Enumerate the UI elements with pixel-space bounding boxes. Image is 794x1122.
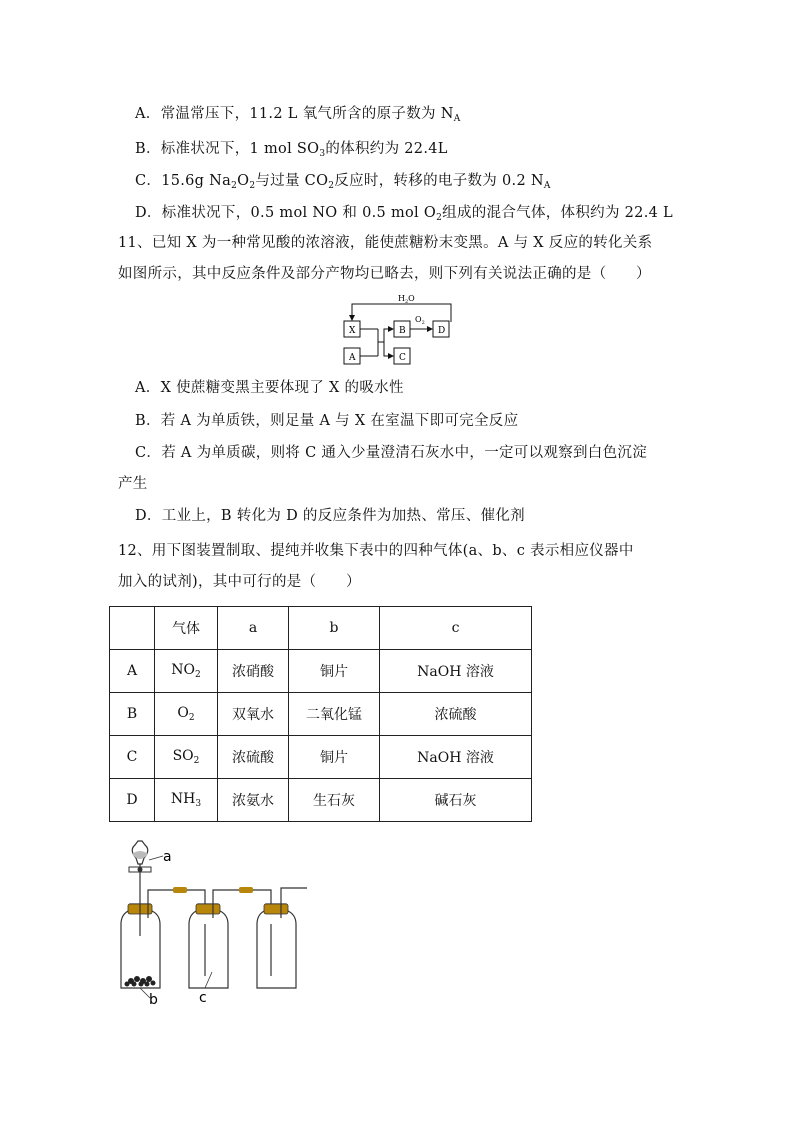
svg-text:B: B [399,326,406,336]
label-c: c [199,990,207,1006]
q12-stem-line2: 加入的试剂)，其中可行的是（ ） [118,574,361,590]
gas-cell: $O_2$ [155,693,218,736]
row-label: B [110,693,155,736]
h2o-return-arrow [352,304,451,322]
stopcock-knob [138,867,143,872]
svg-text:X: X [349,326,356,336]
to-c-arrow [384,342,393,356]
reagent-b-cell: 二氧化锰 [289,693,380,736]
header-cell: 气体 [155,607,218,650]
label-a-leader [149,856,163,860]
q10-option-a: A．常温常压下，11.2 L 氧气所含的原子数为 $N_A$ [135,106,461,124]
q11-option-b: B．若 A 为单质铁，则足量 A 与 X 在室温下即可完全反应 [135,413,519,429]
gas-cell: $SO_2$ [155,736,218,779]
collection-bottle [257,904,296,988]
reagent-c-cell: NaOH 溶液 [380,650,532,693]
q11-option-d: D．工业上，B 转化为 D 的反应条件为加热、常压、催化剂 [135,508,525,524]
svg-text:C: C [399,353,406,363]
row-label: A [110,650,155,693]
table-header-row [110,607,532,650]
h2o-label: $H_2O$ [398,294,415,305]
table-row [110,650,532,693]
reagent-c-cell: NaOH 溶液 [380,736,532,779]
table-row [110,736,532,779]
reagent-b-cell: 铜片 [289,736,380,779]
q11-stem-line2: 如图所示，其中反应条件及部分产物均已略去，则下列有关说法正确的是（ ） [118,266,651,282]
gas-cell: $NO_2$ [155,650,218,693]
label-b: b [149,992,158,1008]
header-cell: b [289,607,380,650]
q11-option-c-line2: 产生 [118,476,148,492]
gas-apparatus-diagram [115,838,315,1008]
row-label: D [110,779,155,822]
header-cell [110,607,155,650]
reagent-a-cell: 浓硫酸 [218,736,289,779]
q12-stem-line1: 12、用下图装置制取、提纯并收集下表中的四种气体(a、b、c 表示相应仪器中 [118,543,634,559]
q11-option-a: A．X 使蔗糖变黑主要体现了 X 的吸水性 [135,380,404,396]
reagent-a-cell: 浓氨水 [218,779,289,822]
gas-cell: $NH_3$ [155,779,218,822]
header-cell: a [218,607,289,650]
reagent-b-cell: 生石灰 [289,779,380,822]
reagent-b-cell: 铜片 [289,650,380,693]
o2-label: $O_2$ [415,315,425,326]
row-label: C [110,736,155,779]
rubber-joint-1 [173,887,187,893]
label-a: a [163,849,172,865]
reagent-c-cell: 浓硫酸 [380,693,532,736]
q11-stem-line1: 11、已知 X 为一种常见酸的浓溶液，能使蔗糖粉末变黑。A 与 X 反应的转化关系 [118,235,653,251]
svg-text:A: A [349,353,356,363]
rubber-joint-2 [239,887,253,893]
q10-option-b: B．标准状况下，1 mol $SO_3$的体积约为 22.4L [135,141,448,159]
q10-option-d: D．标准状况下，0.5 mol NO 和 0.5 mol $O_2$组成的混合气体，体积约为 22.4 L [135,205,673,223]
bottle3-stopper [264,904,288,914]
q10-option-c: C．15.6g $Na_2O_2$与过量 $CO_2$反应时，转移的电子数为 0.2 $N_A$ [135,173,551,191]
bottle2-stopper [196,904,220,914]
reagent-a-cell: 浓硝酸 [218,650,289,693]
reagent-a-cell: 双氧水 [218,693,289,736]
q11-option-c-line1: C．若 A 为单质碳，则将 C 通入少量澄清石灰水中，一定可以观察到白色沉淀 [135,445,647,461]
q11-conversion-diagram [340,290,460,370]
to-b-arrow [378,329,393,342]
x-a-join [360,329,378,356]
table-row [110,693,532,736]
header-cell: c [380,607,532,650]
gas-table [109,606,532,822]
reagent-c-cell: 碱石灰 [380,779,532,822]
svg-text:D: D [438,326,446,336]
table-row [110,779,532,822]
wash-bottle [189,904,228,988]
